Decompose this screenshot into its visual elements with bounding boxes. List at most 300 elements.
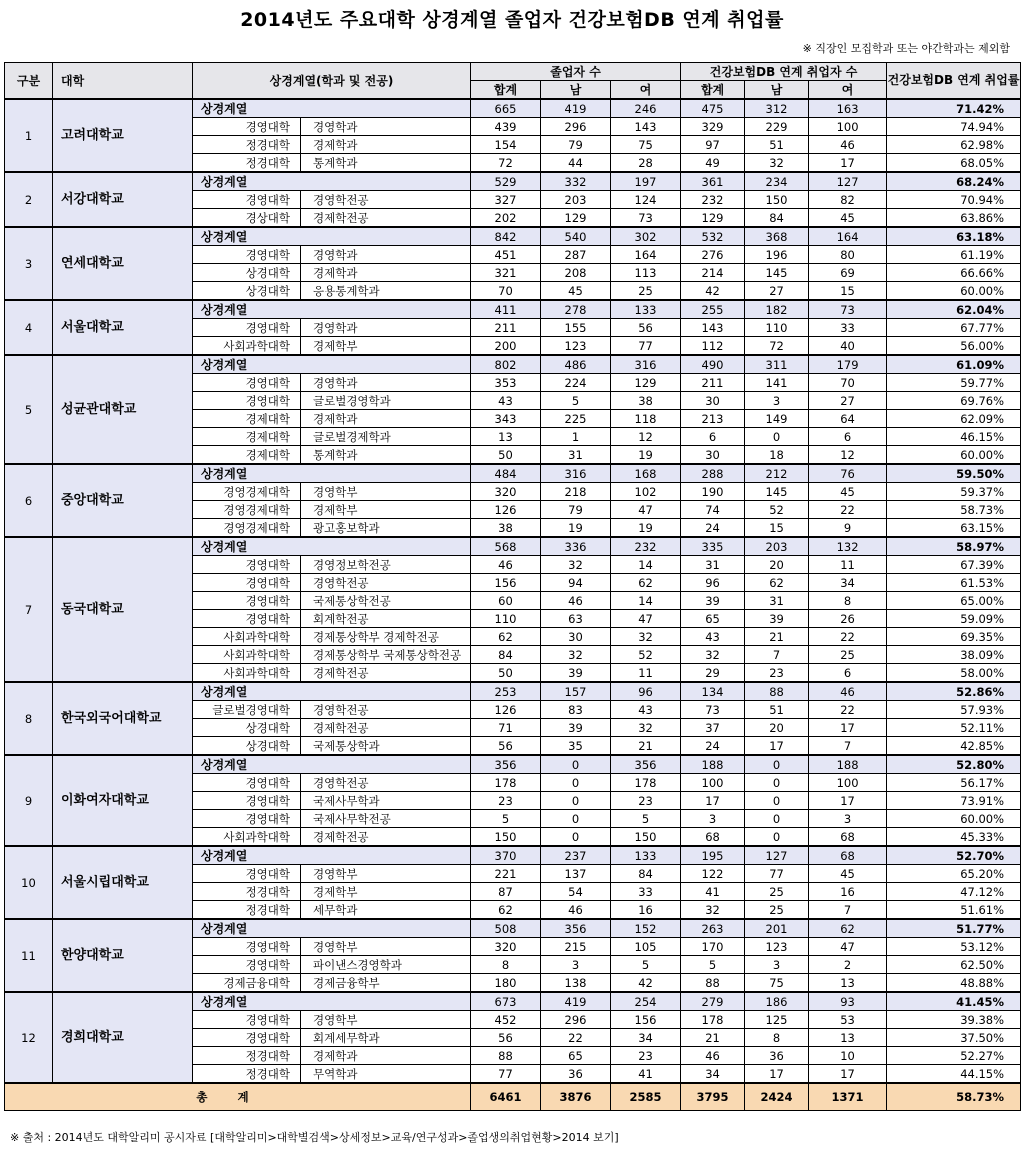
row-number: 6: [5, 464, 53, 537]
cell-emp-total: 112: [681, 337, 745, 356]
cell-grad-female: 5: [611, 956, 681, 974]
summary-label: 상경계열: [193, 537, 471, 556]
cell-emp-male: 15: [745, 519, 809, 538]
department-name: 경제학과: [301, 264, 471, 282]
cell-rate: 39.38%: [887, 1011, 1021, 1029]
row-number: 5: [5, 355, 53, 464]
university-summary-row: [5, 846, 1021, 865]
cell-emp-total: 276: [681, 246, 745, 264]
cell-emp-female: 17: [809, 719, 887, 737]
college-name: 경영대학: [193, 1011, 301, 1029]
summary-emp-total: 490: [681, 355, 745, 374]
university-name: 고려대학교: [53, 99, 193, 172]
department-name: 경제학전공: [301, 664, 471, 683]
cell-grad-male: 79: [541, 501, 611, 519]
cell-grad-total: 43: [471, 392, 541, 410]
cell-grad-female: 102: [611, 483, 681, 501]
department-name: 통계학과: [301, 446, 471, 465]
cell-grad-male: 32: [541, 646, 611, 664]
total-emp-female: 1371: [809, 1083, 887, 1111]
summary-emp-male: 234: [745, 172, 809, 191]
college-name: 글로벌경영대학: [193, 701, 301, 719]
cell-grad-total: 5: [471, 810, 541, 828]
cell-grad-female: 43: [611, 701, 681, 719]
department-name: 회계세무학과: [301, 1029, 471, 1047]
cell-emp-total: 32: [681, 901, 745, 920]
cell-emp-total: 30: [681, 392, 745, 410]
cell-rate: 51.61%: [887, 901, 1021, 920]
summary-emp-total: 263: [681, 919, 745, 938]
page-title: 2014년도 주요대학 상경계열 졸업자 건강보험DB 연계 취업률: [240, 9, 784, 31]
header-rate: 건강보험DB 연계 취업률: [887, 63, 1021, 100]
cell-grad-female: 25: [611, 282, 681, 301]
cell-emp-total: 178: [681, 1011, 745, 1029]
row-number: 9: [5, 755, 53, 846]
summary-rate: 58.97%: [887, 537, 1021, 556]
header-grad-male: 남: [541, 81, 611, 100]
summary-emp-female: 76: [809, 464, 887, 483]
cell-emp-male: 17: [745, 737, 809, 756]
cell-rate: 37.50%: [887, 1029, 1021, 1047]
summary-grad-female: 356: [611, 755, 681, 774]
total-rate: 58.73%: [887, 1083, 1021, 1111]
university-name: 서울시립대학교: [53, 846, 193, 919]
cell-rate: 69.35%: [887, 628, 1021, 646]
cell-grad-female: 62: [611, 574, 681, 592]
cell-rate: 67.39%: [887, 556, 1021, 574]
cell-grad-male: 65: [541, 1047, 611, 1065]
summary-emp-male: 88: [745, 682, 809, 701]
cell-emp-male: 72: [745, 337, 809, 356]
cell-emp-total: 3: [681, 810, 745, 828]
cell-grad-male: 225: [541, 410, 611, 428]
college-name: 경영대학: [193, 319, 301, 337]
cell-emp-female: 45: [809, 865, 887, 883]
college-name: 사회과학대학: [193, 337, 301, 356]
cell-grad-male: 0: [541, 810, 611, 828]
cell-grad-male: 3: [541, 956, 611, 974]
summary-grad-total: 529: [471, 172, 541, 191]
cell-grad-male: 46: [541, 901, 611, 920]
department-name: 국제사무학전공: [301, 810, 471, 828]
summary-label: 상경계열: [193, 464, 471, 483]
cell-rate: 63.15%: [887, 519, 1021, 538]
department-name: 경영학전공: [301, 774, 471, 792]
cell-grad-total: 451: [471, 246, 541, 264]
university-summary-row: [5, 755, 1021, 774]
cell-grad-total: 150: [471, 828, 541, 847]
cell-rate: 53.12%: [887, 938, 1021, 956]
cell-grad-female: 105: [611, 938, 681, 956]
cell-emp-total: 24: [681, 737, 745, 756]
university-name: 중앙대학교: [53, 464, 193, 537]
cell-emp-male: 32: [745, 154, 809, 173]
cell-grad-male: 36: [541, 1065, 611, 1084]
department-name: 경영학전공: [301, 701, 471, 719]
college-name: 경제대학: [193, 410, 301, 428]
cell-grad-female: 14: [611, 592, 681, 610]
cell-emp-female: 17: [809, 1065, 887, 1084]
cell-emp-male: 145: [745, 264, 809, 282]
summary-grad-female: 232: [611, 537, 681, 556]
summary-grad-total: 484: [471, 464, 541, 483]
summary-rate: 61.09%: [887, 355, 1021, 374]
cell-emp-male: 31: [745, 592, 809, 610]
college-name: 경영대학: [193, 374, 301, 392]
cell-emp-total: 74: [681, 501, 745, 519]
cell-emp-female: 8: [809, 592, 887, 610]
total-grad-total: 6461: [471, 1083, 541, 1111]
cell-rate: 74.94%: [887, 118, 1021, 136]
department-name: 경제학전공: [301, 209, 471, 228]
summary-emp-total: 195: [681, 846, 745, 865]
department-name: 세무학과: [301, 901, 471, 920]
cell-grad-female: 28: [611, 154, 681, 173]
summary-label: 상경계열: [193, 99, 471, 118]
department-name: 경영학전공: [301, 191, 471, 209]
college-name: 경상대학: [193, 209, 301, 228]
cell-emp-male: 8: [745, 1029, 809, 1047]
cell-rate: 47.12%: [887, 883, 1021, 901]
cell-grad-female: 16: [611, 901, 681, 920]
summary-emp-female: 127: [809, 172, 887, 191]
cell-rate: 73.91%: [887, 792, 1021, 810]
cell-emp-male: 3: [745, 956, 809, 974]
department-name: 경영학과: [301, 319, 471, 337]
department-name: 국제통상학전공: [301, 592, 471, 610]
college-name: 상경대학: [193, 737, 301, 756]
cell-emp-total: 143: [681, 319, 745, 337]
summary-grad-total: 673: [471, 992, 541, 1011]
cell-emp-female: 2: [809, 956, 887, 974]
summary-rate: 52.70%: [887, 846, 1021, 865]
cell-emp-female: 6: [809, 664, 887, 683]
cell-grad-male: 296: [541, 118, 611, 136]
department-name: 경영학부: [301, 938, 471, 956]
cell-emp-female: 17: [809, 154, 887, 173]
college-name: 경영대학: [193, 118, 301, 136]
summary-grad-male: 486: [541, 355, 611, 374]
summary-rate: 71.42%: [887, 99, 1021, 118]
summary-label: 상경계열: [193, 846, 471, 865]
cell-emp-male: 84: [745, 209, 809, 228]
college-name: 경영대학: [193, 865, 301, 883]
cell-emp-female: 53: [809, 1011, 887, 1029]
summary-emp-male: 127: [745, 846, 809, 865]
cell-emp-female: 13: [809, 974, 887, 993]
cell-grad-female: 34: [611, 1029, 681, 1047]
department-name: 경제금융학부: [301, 974, 471, 993]
summary-emp-female: 68: [809, 846, 887, 865]
cell-grad-female: 11: [611, 664, 681, 683]
cell-rate: 57.93%: [887, 701, 1021, 719]
cell-grad-male: 0: [541, 828, 611, 847]
department-name: 경제학과: [301, 410, 471, 428]
cell-grad-female: 47: [611, 501, 681, 519]
cell-emp-male: 229: [745, 118, 809, 136]
cell-emp-male: 75: [745, 974, 809, 993]
cell-grad-total: 200: [471, 337, 541, 356]
cell-emp-male: 51: [745, 701, 809, 719]
cell-rate: 62.09%: [887, 410, 1021, 428]
cell-grad-total: 50: [471, 446, 541, 465]
cell-grad-total: 320: [471, 938, 541, 956]
department-name: 글로벌경영학과: [301, 392, 471, 410]
department-name: 경제학부: [301, 501, 471, 519]
department-name: 경제학부: [301, 883, 471, 901]
summary-grad-male: 278: [541, 300, 611, 319]
cell-emp-female: 7: [809, 901, 887, 920]
cell-rate: 58.73%: [887, 501, 1021, 519]
college-name: 경영대학: [193, 592, 301, 610]
department-name: 경영학과: [301, 118, 471, 136]
summary-grad-male: 0: [541, 755, 611, 774]
summary-grad-female: 96: [611, 682, 681, 701]
cell-emp-female: 22: [809, 628, 887, 646]
cell-emp-total: 24: [681, 519, 745, 538]
cell-grad-male: 138: [541, 974, 611, 993]
cell-grad-female: 124: [611, 191, 681, 209]
cell-grad-total: 439: [471, 118, 541, 136]
summary-emp-male: 203: [745, 537, 809, 556]
cell-emp-male: 25: [745, 883, 809, 901]
cell-emp-male: 123: [745, 938, 809, 956]
college-name: 경영대학: [193, 246, 301, 264]
summary-grad-female: 168: [611, 464, 681, 483]
cell-emp-total: 5: [681, 956, 745, 974]
header-field: 상경계열(학과 및 전공): [193, 63, 471, 100]
college-name: 경영대학: [193, 574, 301, 592]
cell-emp-female: 45: [809, 209, 887, 228]
cell-emp-female: 6: [809, 428, 887, 446]
summary-rate: 68.24%: [887, 172, 1021, 191]
cell-grad-male: 0: [541, 792, 611, 810]
summary-rate: 41.45%: [887, 992, 1021, 1011]
cell-grad-male: 5: [541, 392, 611, 410]
cell-emp-total: 41: [681, 883, 745, 901]
cell-grad-male: 19: [541, 519, 611, 538]
cell-grad-female: 19: [611, 446, 681, 465]
department-name: 경영학과: [301, 374, 471, 392]
college-name: 사회과학대학: [193, 828, 301, 847]
summary-grad-total: 802: [471, 355, 541, 374]
cell-emp-female: 11: [809, 556, 887, 574]
cell-emp-male: 0: [745, 428, 809, 446]
total-label: 총계: [5, 1083, 471, 1111]
cell-emp-male: 27: [745, 282, 809, 301]
cell-grad-male: 203: [541, 191, 611, 209]
cell-emp-total: 190: [681, 483, 745, 501]
summary-emp-female: 46: [809, 682, 887, 701]
cell-emp-female: 100: [809, 118, 887, 136]
cell-emp-female: 12: [809, 446, 887, 465]
summary-emp-male: 212: [745, 464, 809, 483]
summary-emp-female: 188: [809, 755, 887, 774]
cell-emp-male: 145: [745, 483, 809, 501]
cell-emp-female: 46: [809, 136, 887, 154]
cell-grad-male: 79: [541, 136, 611, 154]
cell-emp-male: 150: [745, 191, 809, 209]
cell-grad-total: 178: [471, 774, 541, 792]
header-univ: 대학: [53, 63, 193, 100]
cell-emp-female: 10: [809, 1047, 887, 1065]
cell-grad-total: 62: [471, 628, 541, 646]
college-name: 경영대학: [193, 774, 301, 792]
cell-grad-male: 45: [541, 282, 611, 301]
cell-emp-female: 15: [809, 282, 887, 301]
cell-emp-male: 39: [745, 610, 809, 628]
cell-rate: 60.00%: [887, 446, 1021, 465]
cell-emp-female: 27: [809, 392, 887, 410]
summary-grad-female: 254: [611, 992, 681, 1011]
cell-grad-male: 83: [541, 701, 611, 719]
department-name: 경영정보학전공: [301, 556, 471, 574]
cell-emp-total: 122: [681, 865, 745, 883]
cell-rate: 63.86%: [887, 209, 1021, 228]
cell-rate: 46.15%: [887, 428, 1021, 446]
cell-emp-total: 32: [681, 646, 745, 664]
summary-emp-male: 311: [745, 355, 809, 374]
cell-rate: 61.53%: [887, 574, 1021, 592]
cell-grad-male: 32: [541, 556, 611, 574]
header-row-1: [5, 63, 1021, 81]
cell-emp-total: 43: [681, 628, 745, 646]
summary-label: 상경계열: [193, 755, 471, 774]
cell-emp-male: 0: [745, 828, 809, 847]
college-name: 사회과학대학: [193, 664, 301, 683]
university-summary-row: [5, 227, 1021, 246]
header-emp-group: 건강보험DB 연계 취업자 수: [681, 63, 887, 81]
cell-grad-total: 84: [471, 646, 541, 664]
college-name: 경영대학: [193, 610, 301, 628]
row-number: 8: [5, 682, 53, 755]
cell-rate: 44.15%: [887, 1065, 1021, 1084]
cell-emp-total: 17: [681, 792, 745, 810]
university-summary-row: [5, 537, 1021, 556]
cell-grad-female: 41: [611, 1065, 681, 1084]
cell-grad-male: 63: [541, 610, 611, 628]
cell-grad-total: 50: [471, 664, 541, 683]
summary-grad-male: 356: [541, 919, 611, 938]
cell-grad-male: 123: [541, 337, 611, 356]
cell-emp-male: 0: [745, 792, 809, 810]
cell-emp-female: 16: [809, 883, 887, 901]
cell-grad-total: 221: [471, 865, 541, 883]
department-name: 경영학전공: [301, 574, 471, 592]
cell-emp-female: 7: [809, 737, 887, 756]
cell-rate: 42.85%: [887, 737, 1021, 756]
cell-grad-total: 88: [471, 1047, 541, 1065]
university-name: 성균관대학교: [53, 355, 193, 464]
cell-grad-female: 19: [611, 519, 681, 538]
cell-grad-total: 126: [471, 701, 541, 719]
summary-emp-female: 164: [809, 227, 887, 246]
department-name: 경제학전공: [301, 828, 471, 847]
college-name: 경제대학: [193, 446, 301, 465]
university-name: 서울대학교: [53, 300, 193, 355]
department-name: 경제학과: [301, 1047, 471, 1065]
cell-rate: 67.77%: [887, 319, 1021, 337]
cell-grad-male: 39: [541, 664, 611, 683]
cell-grad-total: 72: [471, 154, 541, 173]
cell-grad-female: 5: [611, 810, 681, 828]
cell-rate: 60.00%: [887, 282, 1021, 301]
cell-rate: 65.00%: [887, 592, 1021, 610]
cell-emp-male: 62: [745, 574, 809, 592]
college-name: 경영경제대학: [193, 483, 301, 501]
summary-emp-female: 179: [809, 355, 887, 374]
cell-emp-male: 51: [745, 136, 809, 154]
college-name: 정경대학: [193, 154, 301, 173]
cell-grad-female: 33: [611, 883, 681, 901]
cell-grad-female: 42: [611, 974, 681, 993]
total-row: [5, 1083, 1021, 1111]
cell-emp-male: 36: [745, 1047, 809, 1065]
cell-emp-total: 97: [681, 136, 745, 154]
cell-emp-female: 100: [809, 774, 887, 792]
cell-grad-total: 46: [471, 556, 541, 574]
summary-emp-male: 368: [745, 227, 809, 246]
university-name: 연세대학교: [53, 227, 193, 300]
cell-grad-female: 23: [611, 1047, 681, 1065]
summary-grad-female: 197: [611, 172, 681, 191]
summary-emp-total: 134: [681, 682, 745, 701]
cell-emp-male: 23: [745, 664, 809, 683]
university-name: 경희대학교: [53, 992, 193, 1083]
cell-emp-male: 7: [745, 646, 809, 664]
cell-rate: 52.11%: [887, 719, 1021, 737]
cell-emp-total: 211: [681, 374, 745, 392]
cell-grad-male: 218: [541, 483, 611, 501]
department-name: 경제학부: [301, 337, 471, 356]
cell-rate: 56.17%: [887, 774, 1021, 792]
department-name: 국제사무학과: [301, 792, 471, 810]
header-emp-female: 여: [809, 81, 887, 100]
row-number: 1: [5, 99, 53, 172]
cell-rate: 70.94%: [887, 191, 1021, 209]
cell-grad-female: 32: [611, 628, 681, 646]
cell-emp-female: 69: [809, 264, 887, 282]
cell-emp-male: 110: [745, 319, 809, 337]
source-footnote: ※ 출처 : 2014년도 대학알리미 공시자료 [대학알리미>대학별검색>상세정보>교육/연구성과>졸업생의취업현황>2014 보기]: [10, 1131, 619, 1144]
employment-rate-table: [4, 62, 1021, 1111]
university-summary-row: [5, 992, 1021, 1011]
cell-grad-female: 143: [611, 118, 681, 136]
cell-grad-female: 150: [611, 828, 681, 847]
cell-emp-male: 21: [745, 628, 809, 646]
cell-emp-total: 100: [681, 774, 745, 792]
cell-emp-female: 17: [809, 792, 887, 810]
cell-grad-total: 343: [471, 410, 541, 428]
cell-grad-male: 215: [541, 938, 611, 956]
row-number: 3: [5, 227, 53, 300]
university-summary-row: [5, 99, 1021, 118]
total-emp-total: 3795: [681, 1083, 745, 1111]
summary-grad-male: 419: [541, 992, 611, 1011]
cell-emp-female: 82: [809, 191, 887, 209]
cell-rate: 61.19%: [887, 246, 1021, 264]
cell-grad-male: 287: [541, 246, 611, 264]
cell-grad-female: 32: [611, 719, 681, 737]
cell-emp-total: 129: [681, 209, 745, 228]
table-body: [5, 99, 1021, 1111]
summary-label: 상경계열: [193, 227, 471, 246]
summary-emp-female: 163: [809, 99, 887, 118]
cell-emp-male: 20: [745, 719, 809, 737]
exclusion-note: ※ 직장인 모집학과 또는 야간학과는 제외함: [802, 42, 1010, 55]
cell-emp-total: 6: [681, 428, 745, 446]
summary-label: 상경계열: [193, 919, 471, 938]
